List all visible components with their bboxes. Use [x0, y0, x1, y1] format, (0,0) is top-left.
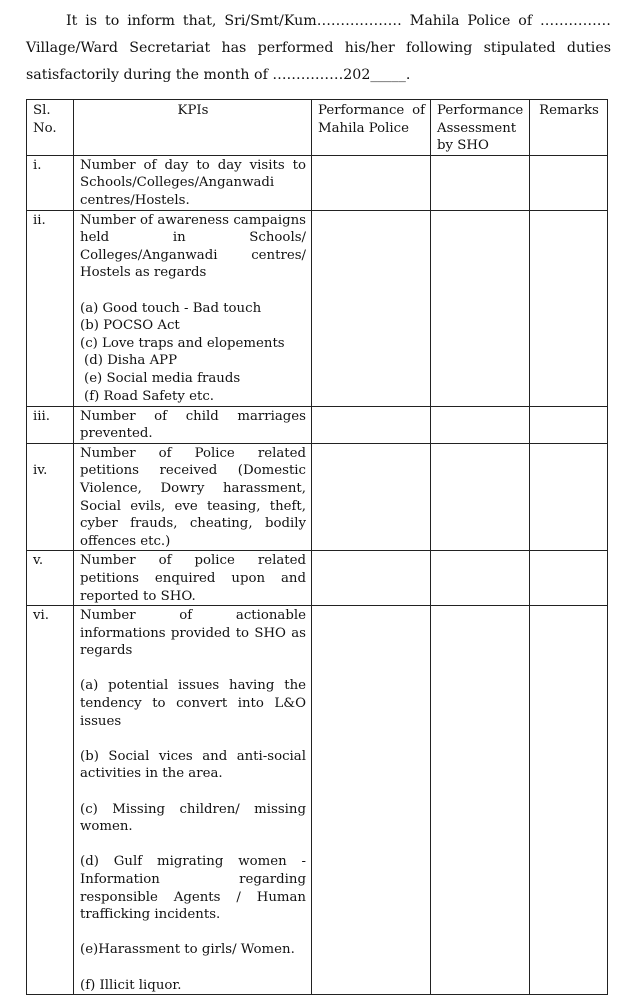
- remarks-cell[interactable]: [530, 406, 608, 443]
- kpi-subitem: (c) Missing children/ missing women.: [80, 801, 306, 835]
- header-performance: Performance of Mahila Police: [312, 100, 431, 156]
- kpi-subitem: (a) Good touch - Bad touch: [80, 300, 262, 316]
- row-kpi: Number of police related petitions enquired upon and reported to SHO.: [74, 551, 312, 606]
- table-header-row: [27, 100, 608, 156]
- performance-cell[interactable]: [312, 210, 431, 406]
- header-kpis: KPIs: [74, 100, 312, 156]
- row-sl: i.: [27, 155, 74, 210]
- row-kpi: Number of awareness campaigns held in Schools/ Colleges/Anganwadi centres/ Hostels as regards: [80, 212, 306, 281]
- assessment-cell[interactable]: [431, 155, 530, 210]
- row-kpi-cell: [74, 210, 312, 406]
- assessment-cell[interactable]: [431, 606, 530, 995]
- kpi-table: [26, 99, 608, 995]
- row-kpi: Number of child marriages prevented.: [74, 406, 312, 443]
- table-row: [27, 406, 608, 443]
- row-kpi-cell: [74, 606, 312, 995]
- kpi-subitem: (b) Social vices and anti-social activities in the area.: [80, 748, 306, 782]
- row-kpi: Number of Police related petitions received (Domestic Violence, Dowry harassment, Social evils, eve teasing, theft, cyber frauds, cheating, bodily offences etc.): [74, 443, 312, 551]
- row-sl: ii.: [27, 210, 74, 406]
- kpi-subitem: (e) Social media frauds: [84, 370, 241, 386]
- kpi-subitem: (c) Love traps and elopements: [80, 335, 285, 351]
- performance-cell[interactable]: [312, 406, 431, 443]
- table-row: [27, 551, 608, 606]
- kpi-subitem: (e)Harassment to girls/ Women.: [80, 942, 295, 958]
- table-row: [27, 210, 608, 406]
- table-row: [27, 443, 608, 551]
- performance-cell[interactable]: [312, 155, 431, 210]
- performance-cell[interactable]: [312, 443, 431, 551]
- performance-cell[interactable]: [312, 606, 431, 995]
- row-kpi: Number of day to day visits to Schools/Colleges/Anganwadi centres/Hostels.: [74, 155, 312, 210]
- table-row: [27, 155, 608, 210]
- intro-line-2: Village/Ward Secretariat has performed his/her following stipulated duties: [26, 40, 611, 56]
- remarks-cell[interactable]: [530, 551, 608, 606]
- remarks-cell[interactable]: [530, 443, 608, 551]
- assessment-cell[interactable]: [431, 443, 530, 551]
- header-assessment: Performance Assessment by SHO: [431, 100, 530, 156]
- assessment-cell[interactable]: [431, 210, 530, 406]
- row-sl: v.: [27, 551, 74, 606]
- assessment-cell[interactable]: [431, 551, 530, 606]
- row-kpi: Number of actionable informations provided to SHO as regards: [80, 608, 306, 659]
- assessment-cell[interactable]: [431, 406, 530, 443]
- remarks-cell[interactable]: [530, 606, 608, 995]
- intro-paragraph: [26, 8, 611, 89]
- remarks-cell[interactable]: [530, 155, 608, 210]
- performance-cell[interactable]: [312, 551, 431, 606]
- header-sl-no: Sl. No.: [27, 100, 74, 156]
- remarks-cell[interactable]: [530, 210, 608, 406]
- kpi-subitem: (d) Disha APP: [84, 353, 178, 369]
- kpi-subitem: (f) Road Safety etc.: [84, 388, 215, 404]
- header-remarks: Remarks: [530, 100, 608, 156]
- row-sl: iii.: [27, 406, 74, 443]
- intro-line-1: It is to inform that, Sri/Smt/Kum……………… Mahila Police of ……………: [66, 13, 611, 29]
- kpi-subitem: (a) potential issues having the tendency to convert into L&O issues: [80, 678, 306, 729]
- kpi-subitem: (b) POCSO Act: [80, 318, 180, 334]
- table-row: [27, 606, 608, 995]
- kpi-subitem: (d) Gulf migrating women - Information regarding responsible Agents / Human trafficking incidents.: [80, 854, 306, 923]
- row-sl: iv.: [27, 443, 74, 551]
- row-sl: vi.: [27, 606, 74, 995]
- kpi-subitem: (f) Illicit liquor.: [80, 977, 182, 993]
- intro-line-3: satisfactorily during the month of ……………202_____.: [26, 67, 411, 83]
